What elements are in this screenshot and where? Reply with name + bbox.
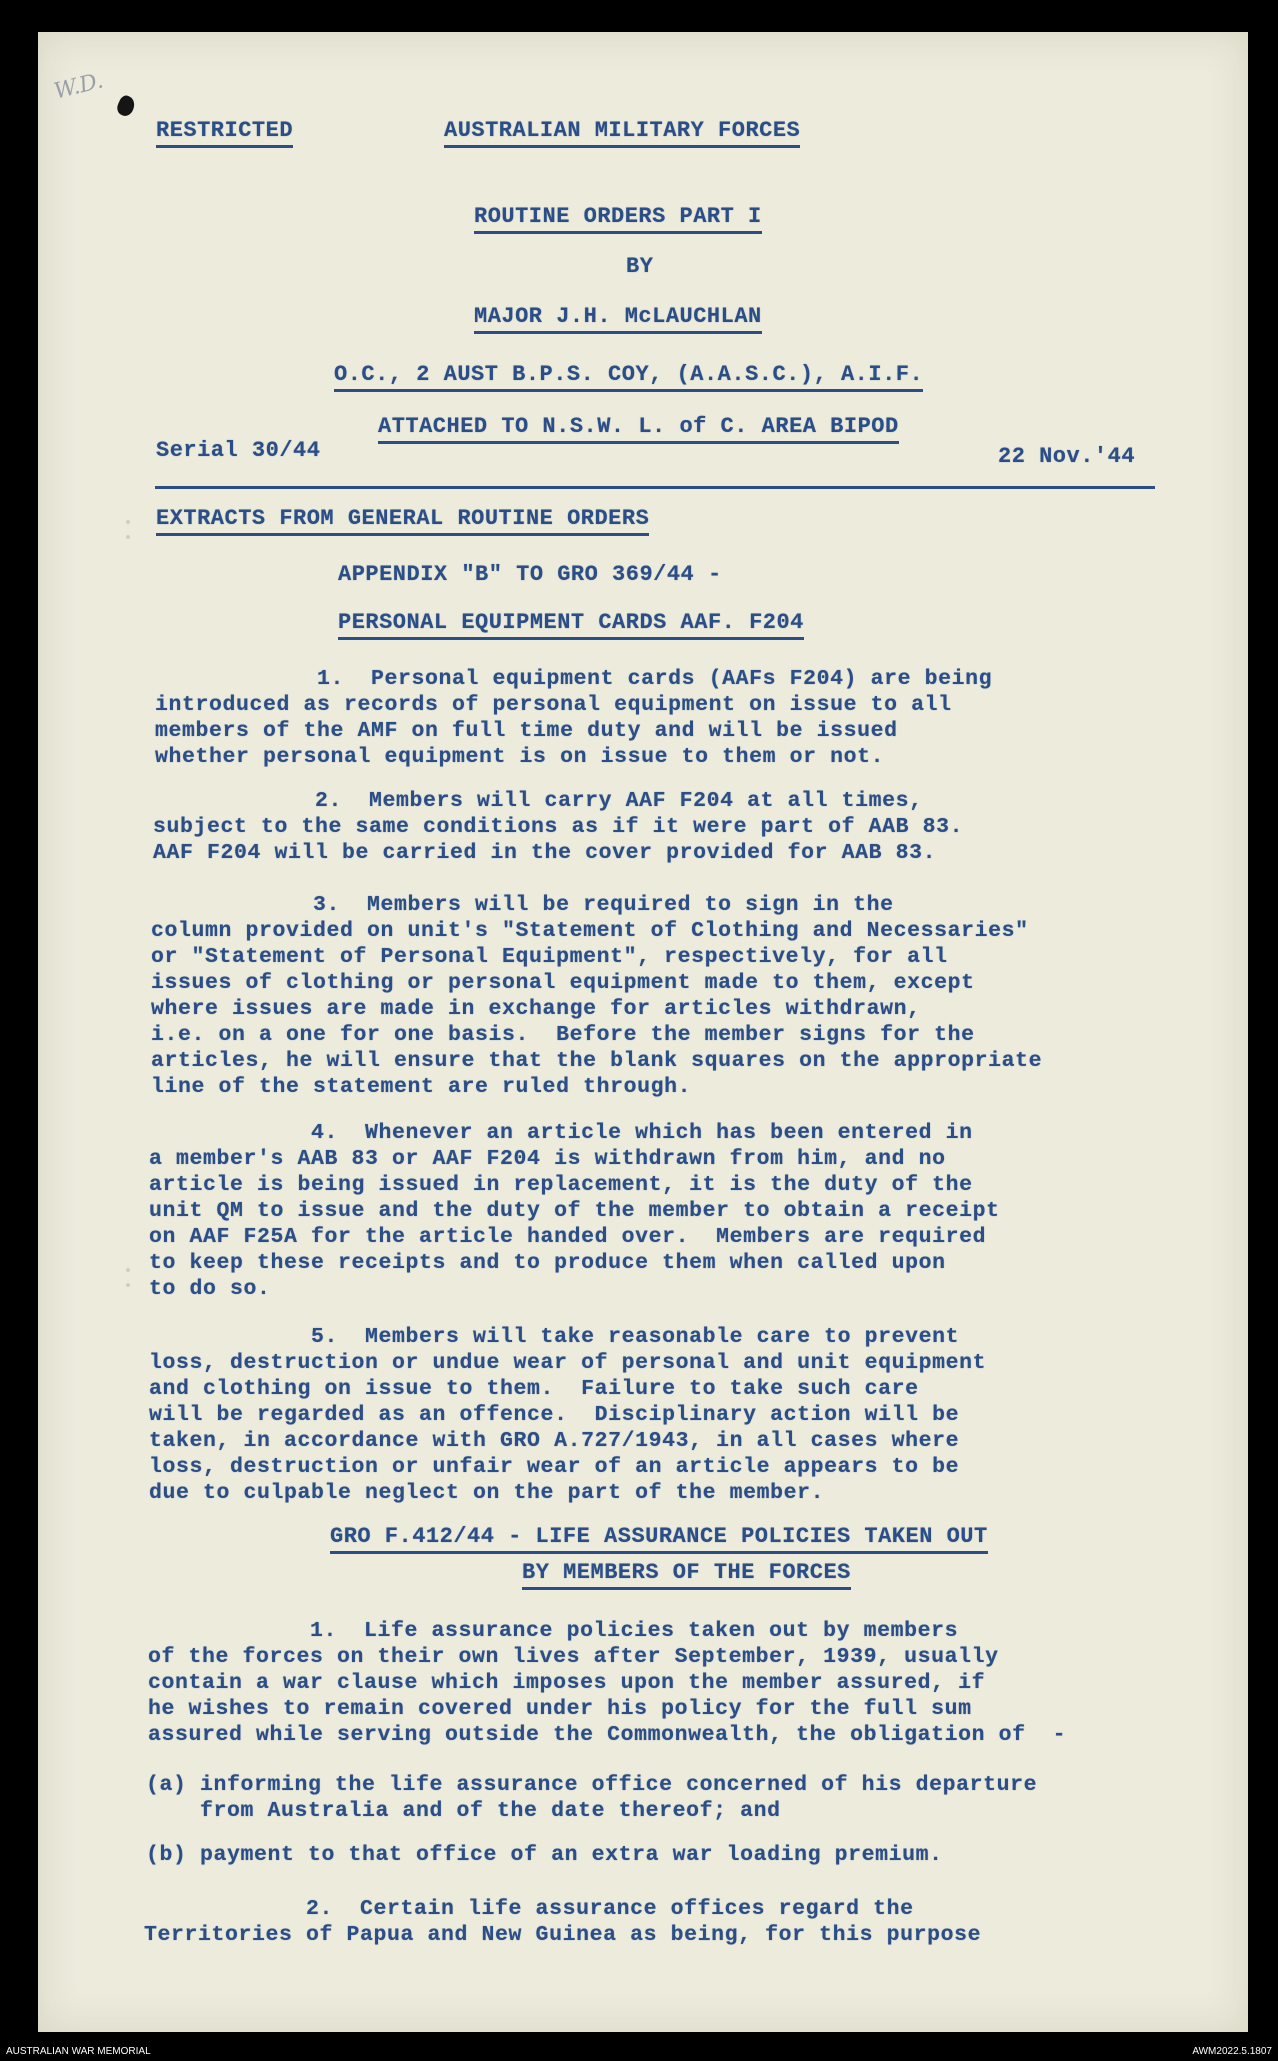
organisation-title: AUSTRALIAN MILITARY FORCES	[444, 118, 800, 148]
life-assurance-para-1: 1. Life assurance policies taken out by members of the forces on their own lives after September, 1939, usually contain a war clause which imposes upon the member assured, if he wishes to remain covered under his policy for the full sum assured while serving outside the Commonwealth, the obligation of -	[148, 1619, 1067, 1747]
paragraph-1: 1. Personal equipment cards (AAFs F204) are being introduced as records of personal equipment on issue to all members of the AMF on full time duty and will be issued whether personal equipment is on issue to them or not.	[155, 667, 993, 769]
life-assurance-para-2: 2. Certain life assurance offices regard the Territories of Papua and New Guinea as being, for this purpose	[144, 1897, 982, 1947]
document-title: ROUTINE ORDERS PART I	[474, 204, 762, 234]
section-heading: EXTRACTS FROM GENERAL ROUTINE ORDERS	[156, 506, 649, 536]
list-item-b: (b) payment to that office of an extra war loading premium.	[146, 1843, 943, 1867]
officer-name: MAJOR J.H. McLAUCHLAN	[474, 304, 762, 334]
unit-name: O.C., 2 AUST B.P.S. COY, (A.A.S.C.), A.I.F.	[334, 362, 923, 392]
subject-title: PERSONAL EQUIPMENT CARDS AAF. F204	[338, 610, 804, 640]
classification-label: RESTRICTED	[156, 118, 293, 148]
document-date: 22 Nov.'44	[998, 444, 1136, 469]
by-label: BY	[626, 254, 654, 279]
header-rule	[155, 486, 1155, 489]
gro-heading: GRO F.412/44 - LIFE ASSURANCE POLICIES TAKEN OUT	[330, 1524, 988, 1554]
appendix-title: APPENDIX "B" TO GRO 369/44 -	[338, 562, 722, 587]
paragraph-5: 5. Members will take reasonable care to prevent loss, destruction or undue wear of personal and unit equipment and clothing on issue to them. Failure to take such care will be regarded as an offence. Disciplinary action will be taken, in accordance with GRO A.727/1943, in all cases where loss, destruction or unfair wear of an article appears to be due to culpable neglect on the part of the member.	[149, 1325, 987, 1505]
footer-accession: AWM2022.5.1807	[1192, 2046, 1272, 2057]
punch-hole	[126, 1268, 130, 1272]
paragraph-2: 2. Members will carry AAF F204 at all times, subject to the same conditions as if it were part of AAB 83. AAF F204 will be carried in the cover provided for AAB 83.	[153, 789, 964, 865]
punch-hole	[126, 520, 130, 524]
list-item-a: (a) informing the life assurance office concerned of his departure from Australia and of the date thereof; and	[146, 1773, 1038, 1823]
paragraph-4: 4. Whenever an article which has been entered in a member's AAB 83 or AAF F204 is withdrawn from him, and no article is being issued in replacement, it is the duty of the unit QM to issue and the duty of the member to obtain a receipt on AAF F25A for the article handed over. Members are required to keep these receipts and to produce them when called upon to do so.	[149, 1121, 1000, 1301]
gro-subheading: BY MEMBERS OF THE FORCES	[522, 1560, 851, 1590]
attachment-line: ATTACHED TO N.S.W. L. of C. AREA BIPOD	[378, 414, 899, 444]
handwritten-note: W.D.	[51, 68, 106, 105]
footer-source: AUSTRALIAN WAR MEMORIAL	[6, 2046, 151, 2057]
punch-hole	[126, 1283, 130, 1287]
punch-hole	[126, 535, 130, 539]
paragraph-3: 3. Members will be required to sign in the column provided on unit's "Statement of Clothing and Necessaries" or "Statement of Personal Equipment", respectively, for all issues of clothing or personal equipment made to them, except where issues are made in exchange for articles withdrawn, i.e. on a one for one basis. Before the member signs for the articles, he will ensure that the blank squares on the appropriate line of the statement are ruled through.	[151, 893, 1043, 1099]
serial-number: Serial 30/44	[156, 438, 321, 463]
